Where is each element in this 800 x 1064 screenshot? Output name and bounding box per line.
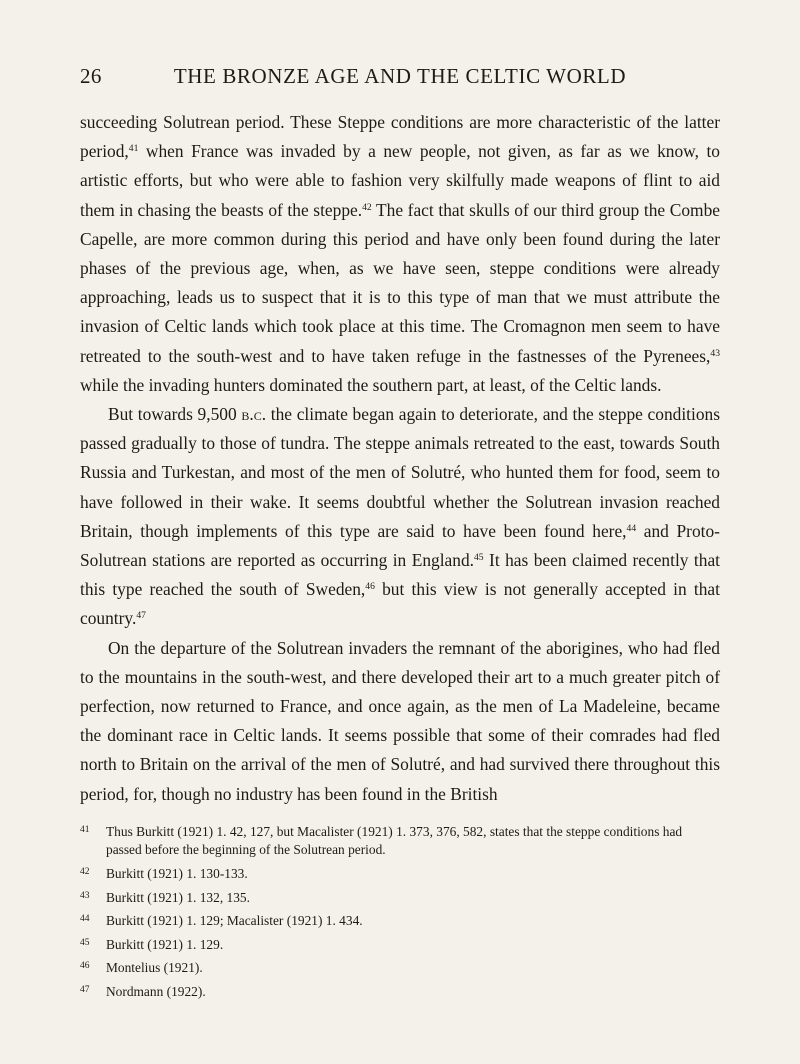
footnote-number: 43 (80, 890, 90, 901)
paragraph-1 (80, 108, 720, 400)
footnotes (80, 823, 720, 1002)
footnote (80, 936, 720, 955)
running-head: THE BRONZE AGE AND THE CELTIC WORLD (173, 64, 627, 88)
footnote-text: Thus Burkitt (1921) 1. 42, 127, but Macalister (1921) 1. 373, 376, 582, states that the steppe conditions had passed before the beginning of the Solutrean period. (106, 823, 683, 858)
paragraph-3 (80, 634, 720, 809)
footnote (80, 983, 720, 1002)
footnote-number: 44 (80, 914, 90, 925)
footnote-number: 47 (80, 985, 90, 996)
footnote (80, 865, 720, 884)
footnote-ref-45: 45 (474, 552, 484, 564)
footnote-number: 41 (80, 824, 90, 835)
text-run: It has been claimed recently that this type reached the south of Sweden, (80, 550, 720, 600)
text-run: while the invading hunters dominated the southern part, at least, of the Celtic lands. (80, 374, 662, 395)
footnote-text: Burkitt (1921) 1. 129. (106, 936, 224, 952)
paragraph-2 (80, 400, 720, 634)
footnote-text: Burkitt (1921) 1. 132, 135. (106, 889, 250, 905)
footnote-ref-41: 41 (128, 143, 139, 155)
text-run: and Proto-Solutrean stations are reported as occurring in England. (80, 520, 720, 571)
page-number: 26 (80, 64, 102, 88)
footnote-ref-42: 42 (362, 201, 372, 213)
footnote (80, 959, 720, 978)
footnote-number: 45 (80, 937, 90, 948)
text-run: The fact that skulls of our third group the Combe Capelle, are more common during this period and have only been found during the later phases of the previous age, when, as we have seen, steppe conditions were already approaching, leads us to suspect that it is to this type of man that we must attribute the invasion of Celtic lands which took place at this time. The Cromagnon men seem to have retreated to the south-west and to have taken refuge in the fastnesses of the Pyrenees, (80, 199, 720, 366)
footnote (80, 912, 720, 931)
text-run: succeeding Solutrean period. These Steppe conditions are more characteristic of the latter period, (80, 112, 720, 162)
text-run: but this view is not generally accepted in that country. (80, 579, 720, 629)
footnote-text: Montelius (1921). (106, 960, 203, 976)
footnote-ref-46: 46 (365, 581, 375, 593)
page-header (80, 64, 720, 94)
footnote-number: 46 (80, 961, 90, 972)
footnote-ref-47: 47 (136, 610, 146, 622)
footnote-text: Burkitt (1921) 1. 129; Macalister (1921) 1. 434. (106, 913, 363, 929)
text-run: the climate began again to deteriorate, and the steppe conditions passed gradually to those of tundra. The steppe animals retreated to the east, towards South Russia and Turkestan, and most of the men of Solutré, who hunted them for food, seem to have followed in their wake. It seems doubtful whether the Solutrean invasion reached Britain, though implements of this type are said to have been found here, (80, 404, 720, 541)
footnote (80, 889, 720, 908)
text-run: On the departure of the Solutrean invaders the remnant of the aborigines, who had fled to the mountains in the south-west, and there developed their art to a much greater pitch of perfection, now returned to France, and once again, as the men of La Madeleine, became the dominant race in Celtic lands. It seems possible that some of their comrades had fled north to Britain on the arrival of the men of Solutré, and had survived there throughout this period, for, though no industry has been found in the British (80, 637, 720, 804)
footnote-ref-43: 43 (710, 347, 720, 359)
text-run: But towards 9,500 (108, 404, 242, 425)
body-text (80, 108, 720, 809)
footnote-ref-44: 44 (626, 522, 637, 534)
footnote-number: 42 (80, 867, 90, 878)
footnote-text: Burkitt (1921) 1. 130-133. (106, 866, 248, 882)
footnote (80, 823, 720, 860)
footnote-text: Nordmann (1922). (106, 984, 206, 1000)
text-run: when France was invaded by a new people, not given, as far as we know, to artistic efforts, but who were able to fashion very skilfully made weapons of flint to aid them in chasing the beasts of the steppe. (80, 141, 720, 220)
era-abbreviation: b.c. (241, 404, 267, 425)
